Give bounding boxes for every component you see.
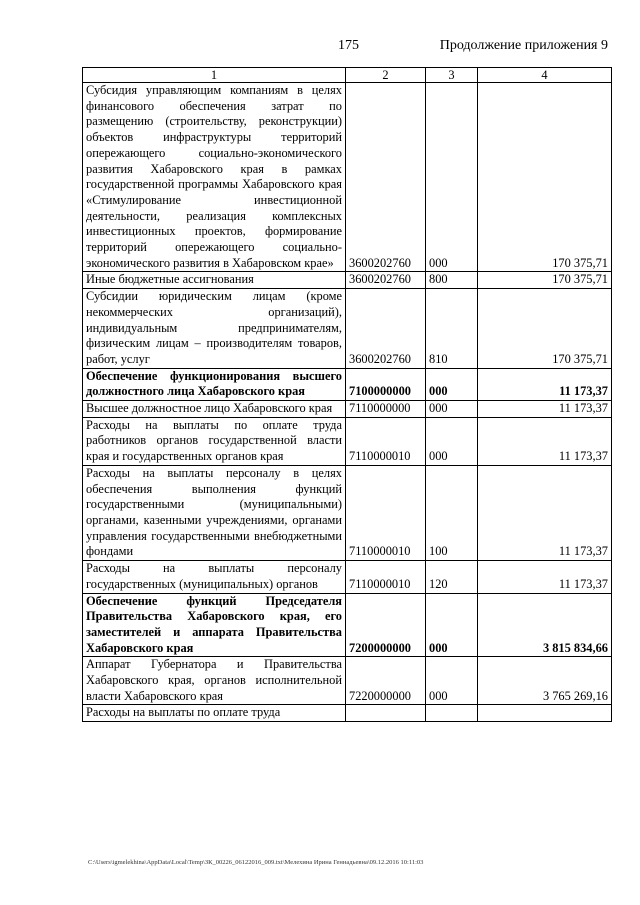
column-header-4: 4 xyxy=(478,68,612,83)
row-code-cell: 7100000000 xyxy=(346,368,426,400)
column-header-2: 2 xyxy=(346,68,426,83)
row-name-cell: Аппарат Губернатора и Правительства Хабаровского края, органов исполнительной власти Хабаровского края xyxy=(83,657,346,705)
row-code-cell: 7110000000 xyxy=(346,401,426,418)
row-name-cell: Высшее должностное лицо Хабаровского края xyxy=(83,401,346,418)
row-code-cell: 7200000000 xyxy=(346,593,426,657)
row-amount-cell: 170 375,71 xyxy=(478,83,612,272)
row-name-cell: Субсидии юридическим лицам (кроме некоммерческих организаций), индивидуальным предпринимателям, физическим лицам – производителям товаров, работ, услуг xyxy=(83,289,346,369)
row-amount-cell: 11 173,37 xyxy=(478,417,612,465)
row-amount-cell: 11 173,37 xyxy=(478,401,612,418)
row-amount-cell: 11 173,37 xyxy=(478,561,612,593)
row-name-cell: Обеспечение функций Председателя Правительства Хабаровского края, его заместителей и аппарата Правительства Хабаровского края xyxy=(83,593,346,657)
row-name-cell: Расходы на выплаты по оплате труда работников органов государственной власти края и государственных органов края xyxy=(83,417,346,465)
continuation-label: Продолжение приложения 9 xyxy=(439,38,608,53)
table-row xyxy=(83,465,612,560)
row-code-cell: 3600202760 xyxy=(346,272,426,289)
table-row xyxy=(83,417,612,465)
row-name-cell: Субсидия управляющим компаниям в целях финансового обеспечения затрат по размещению (строительству, реконструкции) объектов инфраструктуры территорий опережающего социально-экономического развития Хабаровского края в рамках государственной программы Хабаровского края «Стимулирование инвестиционной деятельности, реализация комплексных инвестиционных проектов, формирование территорий опережающего социально-экономического развития в Хабаровском крае» xyxy=(83,83,346,272)
row-amount-cell: 3 815 834,66 xyxy=(478,593,612,657)
row-name-cell: Расходы на выплаты по оплате труда xyxy=(83,705,346,722)
row-type-cell: 800 xyxy=(426,272,478,289)
row-type-cell: 120 xyxy=(426,561,478,593)
budget-table-body xyxy=(83,68,612,722)
row-code-cell: 7110000010 xyxy=(346,465,426,560)
table-row xyxy=(83,401,612,418)
table-row xyxy=(83,272,612,289)
row-type-cell: 000 xyxy=(426,83,478,272)
table-row xyxy=(83,83,612,272)
row-amount-cell xyxy=(478,705,612,722)
row-type-cell: 000 xyxy=(426,368,478,400)
row-type-cell: 000 xyxy=(426,401,478,418)
row-type-cell xyxy=(426,705,478,722)
row-amount-cell: 3 765 269,16 xyxy=(478,657,612,705)
column-header-1: 1 xyxy=(83,68,346,83)
table-row xyxy=(83,561,612,593)
table-row xyxy=(83,705,612,722)
row-code-cell: 3600202760 xyxy=(346,83,426,272)
row-amount-cell: 170 375,71 xyxy=(478,289,612,369)
row-type-cell: 000 xyxy=(426,593,478,657)
row-type-cell: 000 xyxy=(426,657,478,705)
table-row xyxy=(83,289,612,369)
row-type-cell: 100 xyxy=(426,465,478,560)
row-name-cell: Иные бюджетные ассигнования xyxy=(83,272,346,289)
row-name-cell: Расходы на выплаты персоналу государственных (муниципальных) органов xyxy=(83,561,346,593)
row-amount-cell: 170 375,71 xyxy=(478,272,612,289)
row-amount-cell: 11 173,37 xyxy=(478,465,612,560)
footer-path: C:\Users\igmelekhina\AppData\Local\Temp\ЗК_00226_06122016_009.txt\Мелехина Ирина Геннадьевна\09.12.2016 10:11:03 xyxy=(88,859,424,866)
budget-table xyxy=(82,67,612,722)
page-number: 175 xyxy=(338,38,359,53)
row-name-cell: Расходы на выплаты персоналу в целях обеспечения выполнения функций государственными (муниципальными) органами, казенными учреждениями, органами управления государственными внебюджетными фондами xyxy=(83,465,346,560)
row-code-cell: 7110000010 xyxy=(346,561,426,593)
table-row xyxy=(83,593,612,657)
table-row xyxy=(83,657,612,705)
row-type-cell: 810 xyxy=(426,289,478,369)
row-name-cell: Обеспечение функционирования высшего должностного лица Хабаровского края xyxy=(83,368,346,400)
column-header-3: 3 xyxy=(426,68,478,83)
row-code-cell xyxy=(346,705,426,722)
row-code-cell: 7220000000 xyxy=(346,657,426,705)
row-code-cell: 3600202760 xyxy=(346,289,426,369)
row-code-cell: 7110000010 xyxy=(346,417,426,465)
column-number-row xyxy=(83,68,612,83)
row-amount-cell: 11 173,37 xyxy=(478,368,612,400)
row-type-cell: 000 xyxy=(426,417,478,465)
table-row xyxy=(83,368,612,400)
